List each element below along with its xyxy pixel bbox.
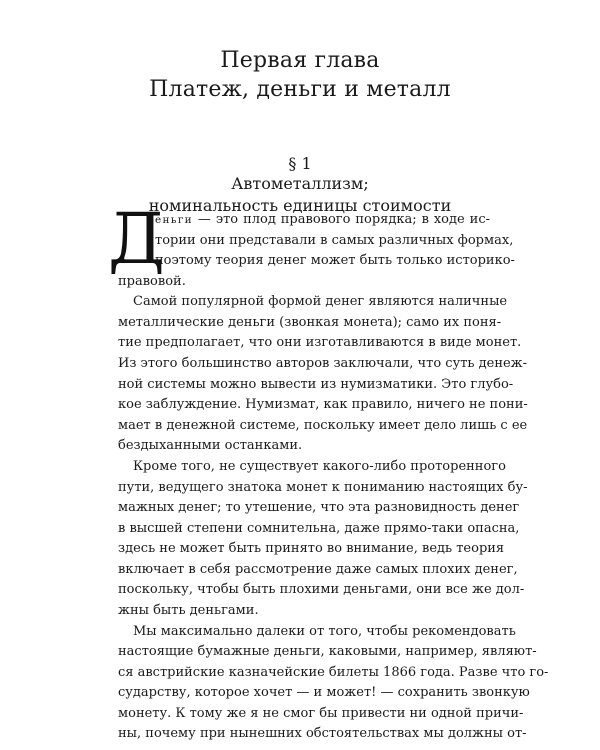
body-line: кое заблуждение. Нумизмат, как правило, ничего не пони- <box>118 397 528 413</box>
body-line: ны, почему при нынешних обстоятельствах мы должны от- <box>118 726 527 742</box>
body-line: поскольку, чтобы быть плохими деньгами, они все же дол- <box>118 582 525 598</box>
body-line: монету. К тому же я не смог бы привести ни одной причи- <box>118 705 524 721</box>
body-line: мает в денежной системе, поскольку имеет дело лишь с ее <box>118 417 528 433</box>
body-line: тие предполагает, что они изготавливаются в виде монет. <box>118 335 522 351</box>
body-line: Из этого большинство авторов заключали, что суть денеж- <box>118 356 528 372</box>
body-line: жны быть деньгами. <box>118 602 259 618</box>
body-line: ся австрийские казначейские билеты 1866 года. Разве что го- <box>118 664 549 680</box>
section-title-line-2: номинальность единицы стоимости <box>148 196 452 215</box>
body-line: Кроме того, не существует какого-либо проторенного <box>133 458 506 474</box>
section-number: § 1 <box>288 154 312 173</box>
body-line-text: — это плод правового порядка; в ходе ис- <box>192 212 490 227</box>
body-line: бездыханными останками. <box>118 438 303 454</box>
chapter-title: Платеж, деньги и металл <box>149 77 451 102</box>
body-line: включает в себя рассмотрение даже самых плохих денег, <box>118 561 518 577</box>
smallcaps-word: еньги <box>155 214 193 226</box>
section-title-line-1: Автометаллизм; <box>231 174 369 193</box>
body-line: мажных денег; то утешение, что эта разновидность денег <box>118 500 520 516</box>
body-line: Мы максимально далеки от того, чтобы рекомендовать <box>133 623 516 639</box>
chapter-label: Первая глава <box>220 48 380 73</box>
drop-cap: Д <box>108 199 165 280</box>
body-line: правовой. <box>118 273 186 289</box>
body-line: поэтому теория денег может быть только историко- <box>155 253 515 269</box>
body-line <box>155 210 490 231</box>
body-line: металлические деньги (звонкая монета); само их поня- <box>118 314 502 330</box>
body-line: ной системы можно вывести из нумизматики. Это глубо- <box>118 376 514 392</box>
body-line: пути, ведущего знатока монет к пониманию настоящих бу- <box>118 479 528 495</box>
body-line: здесь не может быть принято во внимание, ведь теория <box>118 541 505 557</box>
body-line: в высшей степени сомнительна, даже прямо-таки опасна, <box>118 520 520 536</box>
body-line: сударству, которое хочет — и может! — сохранить звонкую <box>118 685 530 701</box>
body-line: настоящие бумажные деньги, каковыми, например, являют- <box>118 644 537 660</box>
body-line: тории они представали в самых различных формах, <box>155 232 514 248</box>
body-line: Самой популярной формой денег являются наличные <box>133 294 508 310</box>
